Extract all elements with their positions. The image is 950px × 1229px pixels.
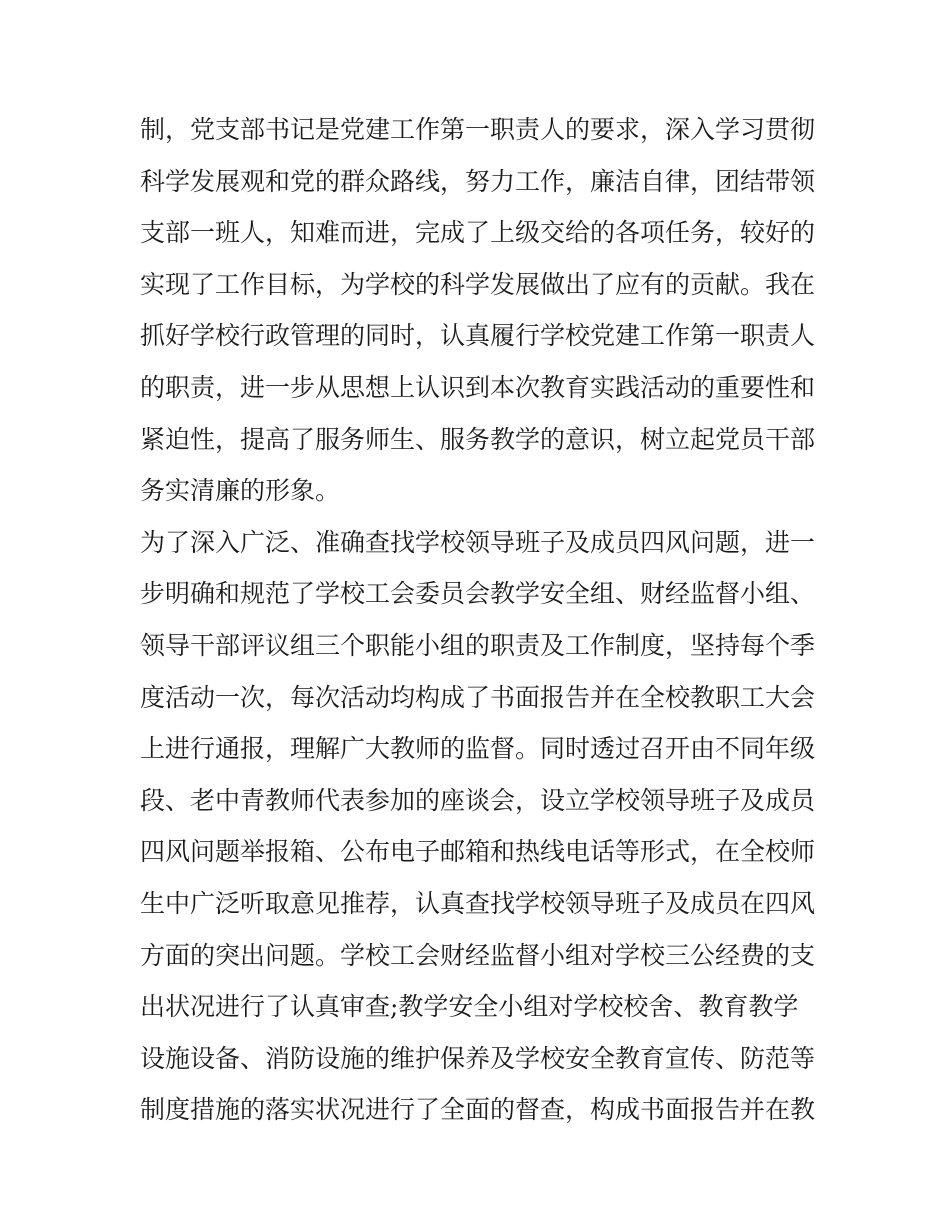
text-line: 科学发展观和党的群众路线，努力工作，廉洁自律，团结带领 [140, 166, 816, 196]
text-line: 生中广泛听取意见推荐，认真查找学校领导班子及成员在四风 [140, 888, 816, 918]
text-line: 设施设备、消防设施的维护保养及学校安全教育宣传、防范等 [140, 1043, 816, 1073]
body-text [140, 104, 820, 1136]
text-line: 抓好学校行政管理的同时，认真履行学校党建工作第一职责人 [140, 321, 816, 351]
text-line: 为了深入广泛、准确查找学校领导班子及成员四风问题，进一 [140, 527, 816, 557]
text-line: 出状况进行了认真审查;教学安全小组对学校校舍、教育教学 [140, 992, 799, 1022]
text-line: 步明确和规范了学校工会委员会教学安全组、财经监督小组、 [140, 579, 816, 609]
text-line: 上进行通报，理解广大教师的监督。同时透过召开由不同年级 [140, 734, 816, 764]
text-line: 紧迫性，提高了服务师生、服务教学的意识，树立起党员干部 [140, 424, 816, 454]
text-line: 实现了工作目标，为学校的科学发展做出了应有的贡献。我在 [140, 269, 816, 299]
text-line: 的职责，进一步从思想上认识到本次教育实践活动的重要性和 [140, 372, 816, 402]
text-line: 度活动一次，每次活动均构成了书面报告并在全校教职工大会 [140, 682, 816, 712]
text-line: 领导干部评议组三个职能小组的职责及工作制度，坚持每个季 [140, 630, 816, 660]
text-line: 支部一班人，知难而进，完成了上级交给的各项任务，较好的 [140, 218, 816, 248]
text-line: 制度措施的落实状况进行了全面的督查，构成书面报告并在教 [140, 1095, 816, 1125]
text-line: 务实清廉的形象。 [140, 476, 341, 506]
text-line: 方面的突出问题。学校工会财经监督小组对学校三公经费的支 [140, 940, 816, 970]
text-line: 段、老中青教师代表参加的座谈会，设立学校领导班子及成员 [140, 785, 816, 815]
text-line: 制，党支部书记是党建工作第一职责人的要求，深入学习贯彻 [140, 115, 816, 144]
text-line: 四风问题举报箱、公布电子邮箱和热线电话等形式，在全校师 [140, 837, 816, 867]
